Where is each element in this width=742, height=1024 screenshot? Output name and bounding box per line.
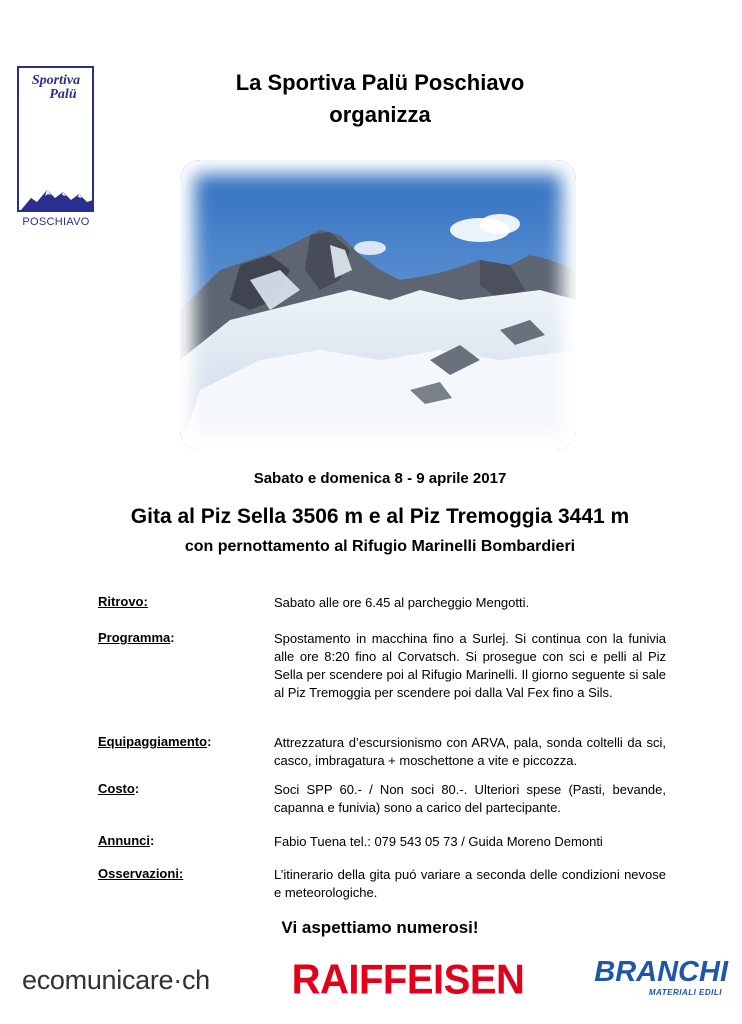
sponsor-branchi-logo: BRANCHI	[594, 956, 728, 988]
logo-mountains-icon	[21, 186, 93, 210]
detail-label: Programma:	[98, 630, 175, 645]
page-subtitle: organizza	[329, 102, 431, 127]
detail-value: Attrezzatura d’escursionismo con ARVA, pala, sonda coltelli da sci, casco, imbragatura + moschettone a vite e piccozza.	[274, 735, 666, 768]
event-date: Sabato e domenica 8 - 9 aprile 2017	[253, 470, 507, 487]
detail-value: Fabio Tuena tel.: 079 543 05 73 / Guida Moreno Demonti	[274, 834, 603, 849]
detail-label: Costo:	[98, 781, 140, 796]
detail-value: L’itinerario della gita puó variare a seconda delle condizioni nevose e meteorologiche.	[274, 867, 666, 900]
detail-value: Spostamento in macchina fino a Surlej. Si continua con la funivia alle ore 8:20 fino al Corvatsch. Si prosegue con sci e pelli al Piz Sella per scendere poi al Rifugio Marinelli. Il giorno seguente si sale al Piz Tremoggia per scendere poi dalla Val Fex fino a Sils.	[274, 631, 666, 700]
logo-line1: Sportiva	[31, 73, 81, 88]
sponsor-branchi-tagline: MATERIALI EDILI	[648, 988, 722, 997]
club-logo	[17, 66, 97, 228]
detail-label: Equipaggiamento:	[98, 734, 212, 749]
detail-label: Osservazioni:	[98, 866, 184, 881]
closing-message: Vi aspettiamo numerosi!	[281, 918, 479, 937]
mountain-photo-image	[180, 160, 576, 450]
event-subheadline: con pernottamento al Rifugio Marinelli Bombardieri	[184, 538, 576, 555]
logo-line2: Palü	[49, 87, 77, 102]
detail-value: Sabato alle ore 6.45 al parcheggio Mengotti.	[274, 595, 530, 610]
logo-town: POSCHIAVO	[22, 216, 90, 228]
page-title: La Sportiva Palü Poschiavo	[235, 70, 525, 95]
sponsor-ecomunicare-logo: ecomunicare·ch	[22, 965, 210, 995]
event-headline: Gita al Piz Sella 3506 m e al Piz Tremoggia 3441 m	[130, 505, 630, 528]
detail-value: Soci SPP 60.- / Non soci 80.-. Ulteriori spese (Pasti, bevande, capanna e funivia) sono a carico del partecipante.	[274, 782, 666, 815]
mountain-photo	[180, 160, 576, 450]
detail-label: Ritrovo:	[98, 594, 148, 609]
logo-wordmark	[20, 74, 92, 102]
detail-label: Annunci:	[98, 833, 155, 848]
sponsor-raiffeisen-logo: RAIFFEISEN	[291, 956, 525, 1004]
